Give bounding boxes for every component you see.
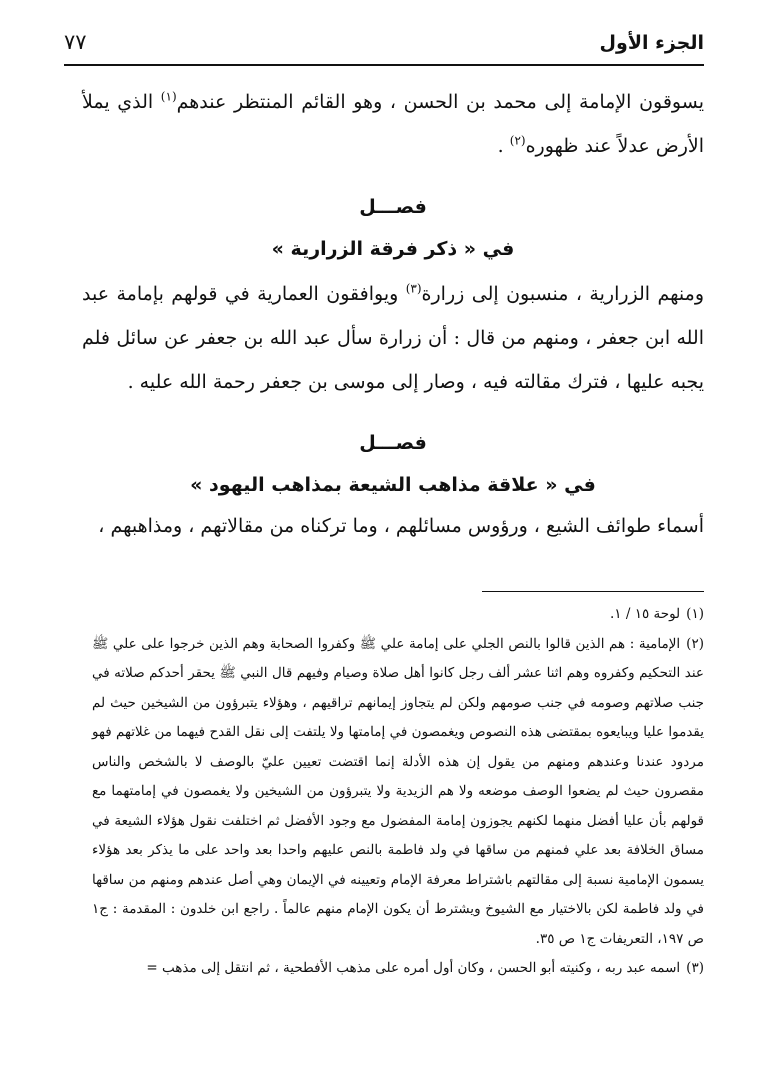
header-title: الجزء الأول (599, 32, 704, 54)
footnote-text: لوحة ١٥ / ١. (609, 606, 681, 622)
paragraph-3: أسماء طوائف الشيع ، ورؤوس مسائلهم ، وما تركناه من مقالاتهم ، ومذاهبهم ، (98, 515, 704, 537)
section-heading-1: في « ذكر فرقة الزرارية » (271, 238, 515, 260)
footnote-1 (92, 600, 704, 630)
paragraph-1-part-a: يسوقون الإمامة إلى محمد بن الحسن ، وهو القائم المنتظر عندهم (176, 91, 704, 113)
paragraph-2-part-a: ومنهم الزرارية ، منسبون إلى زرارة (421, 283, 704, 305)
section-label-1: فصـــل (359, 196, 427, 218)
section-label-2: فصـــل (359, 432, 427, 454)
footnotes (92, 600, 704, 984)
footnote-2 (92, 630, 704, 955)
footnote-3 (92, 954, 704, 984)
paragraph-1-part-c: . (497, 135, 510, 157)
footnote-ref-1[interactable]: (١) (160, 89, 177, 104)
footnote-ref-2[interactable]: (٢) (509, 133, 526, 148)
section-heading-2: في « علاقة مذاهب الشيعة بمذاهب اليهود » (190, 474, 596, 496)
paragraph-1 (82, 80, 704, 168)
paragraph-2 (82, 272, 704, 404)
footnote-number: (٣) (686, 960, 704, 976)
footnote-number: (٢) (686, 635, 704, 652)
page-number: ٧٧ (64, 30, 87, 54)
footnote-divider (482, 591, 704, 592)
footnote-number: (١) (686, 606, 704, 622)
main-text (82, 80, 704, 548)
paragraph-1-part-b: الذي يملأ الأرض عدلاً عند ظهوره (82, 91, 704, 157)
header-divider (64, 64, 704, 66)
footnote-ref-3[interactable]: (٣) (405, 281, 422, 296)
footnote-text: الإمامية : هم الذين قالوا بالنص الجلي على إمامة علي ﷺ وكفروا الصحابة وهم الذين خرجوا على علي ﷺ عند التحكيم وكفروه وهم اثنا عشر ألف رجل كانوا أهل صلاة وصيام وفيهم قال النبي ﷺ يحقر أحدكم صلاته في جنب صلاتهم وصومه في جنب صومهم ولكن لم يتجاوز إيمانهم تراقيهم ، وهؤلاء يتبرؤون من الشيخين حيث لم يقدموا عليا ويبايعوه بمقتضى هذه النصوص ويغمصون في إمامتها ولا يلتفت إلى نقل القدح فيهما من غلاتهم فهو مردود عندنا وعندهم ومنهم من يقول إن هذه الأدلة إنما اقتضت تعيين عليّ بالوصف لا بالشخص والناس مقصرون حيث لم يضعوا الوصف موضعه ولا هم الزيدية ولا يتبرؤون من الشيخين ولا يغمصون في إمامتهما مع قولهم بأن عليا أفضل منهما لكنهم يجوزون إمامة المفضول مع وجود الأفضل ثم اختلفت نقول هؤلاء الشيعة في مساق الخلافة بعد علي فمنهم من ساقها في ولد فاطمة بالنص عليهم واحدا بعد واحد على ما يذكر بعد هؤلاء يسمون الإمامية نسبة إلى مقالتهم باشتراط معرفة الإمام وتعيينه في الإيمان وهي أصل عندهم ومنهم من ساقها في ولد فاطمة لكن بالاختيار مع الشيوخ ويشترط أن يكون الإمام منهم عالماً . راجع ابن خلدون : المقدمة : ج١ ص ١٩٧، التعريفات ج١ ص ٣٥. (92, 635, 704, 947)
paragraph-2-part-b: ويوافقون العمارية في قولهم بإمامة عبد الله ابن جعفر ، ومنهم من قال : أن زرارة سأل عبد الله بن جعفر عن سائل فلم يجبه عليها ، فترك مقالته فيه ، وصار إلى موسى بن جعفر رحمة الله عليه . (82, 283, 704, 393)
footnote-text: اسمه عبد ربه ، وكنيته أبو الحسن ، وكان أول أمره على مذهب الأفطحية ، ثم انتقل إلى مذهب = (146, 960, 681, 976)
running-header (64, 28, 704, 64)
